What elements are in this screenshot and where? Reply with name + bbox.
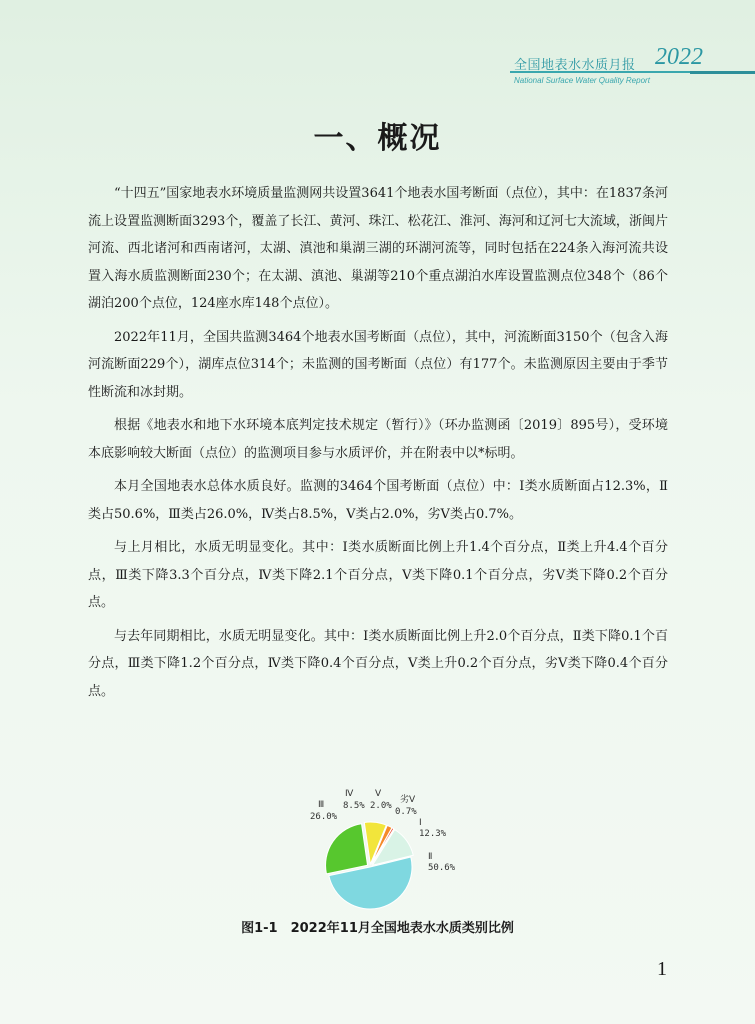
pie-label-value: 12.3%	[419, 829, 447, 839]
pie-label-name: Ⅰ	[419, 818, 422, 828]
header-subtitle-en: National Surface Water Quality Report	[514, 76, 650, 85]
paragraph: 根据《地表水和地下水环境本底判定技术规定（暂行）》（环办监测函〔2019〕895号），受环境本底影响较大断面（点位）的监测项目参与水质评价，并在附表中以*标明。	[88, 418, 668, 461]
header-rule-accent	[690, 71, 755, 74]
paragraph: 本月全国地表水总体水质良好。监测的3464个国考断面（点位）中：Ⅰ类水质断面占12.3%，Ⅱ类占50.6%，Ⅲ类占26.0%，Ⅳ类占8.5%，Ⅴ类占2.0%，劣Ⅴ类占0.7%。	[88, 479, 668, 522]
figure-caption: 图1-1 2022年11月全国地表水水质类别比例	[241, 921, 514, 936]
pie-label-value: 26.0%	[310, 812, 338, 822]
header-title: 全国地表水水质月报	[514, 58, 636, 73]
body-text	[88, 180, 668, 711]
pie-label-name: Ⅳ	[345, 789, 354, 799]
pie-chart-svg	[300, 782, 460, 912]
pie-label-name: Ⅱ	[428, 852, 433, 862]
pie-label-value: 0.7%	[395, 807, 417, 817]
paragraph: “十四五”国家地表水环境质量监测网共设置3641个地表水国考断面（点位），其中：在1837条河流上设置监测断面3293个，覆盖了长江、黄河、珠江、松花江、淮河、海河和辽河七大流域，浙闽片河流、西北诸河和西南诸河，太湖、滇池和巢湖三湖的环湖河流等，同时包括在224条入海河流共设置入海水质监测断面230个；在太湖、滇池、巢湖等210个重点湖泊水库设置监测点位348个（86个湖泊200个点位，124座水库148个点位）。	[88, 186, 668, 311]
paragraph: 与去年同期相比，水质无明显变化。其中：Ⅰ类水质断面比例上升2.0个百分点，Ⅱ类下降0.1个百分点，Ⅲ类下降1.2个百分点，Ⅳ类下降0.4个百分点，Ⅴ类上升0.2个百分点，劣Ⅴ类下降0.4个百分点。	[88, 628, 668, 699]
page-number: 1	[657, 958, 667, 980]
section-title: 一、概况	[313, 121, 442, 156]
pie-slice-2	[326, 824, 368, 874]
pie-label-name: Ⅲ	[318, 800, 325, 810]
pie-label-value: 8.5%	[343, 801, 365, 811]
paragraph: 与上月相比，水质无明显变化。其中：Ⅰ类水质断面比例上升1.4个百分点，Ⅱ类上升4.4个百分点，Ⅲ类下降3.3个百分点，Ⅳ类下降2.1个百分点，Ⅴ类下降0.1个百分点，劣Ⅴ类下降0.2个百分点。	[88, 540, 668, 610]
pie-chart	[300, 782, 460, 912]
header-year: 2022	[655, 44, 703, 70]
pie-label-name: 劣Ⅴ	[400, 795, 416, 805]
pie-label-value: 50.6%	[428, 863, 456, 873]
pie-label-value: 2.0%	[370, 801, 392, 811]
pie-label-name: Ⅴ	[375, 789, 382, 799]
paragraph: 2022年11月，全国共监测3464个地表水国考断面（点位），其中，河流断面3150个（包含入海河流断面229个），湖库点位314个；未监测的国考断面（点位）有177个。未监测原因主要由于季节性断流和冰封期。	[88, 329, 668, 400]
